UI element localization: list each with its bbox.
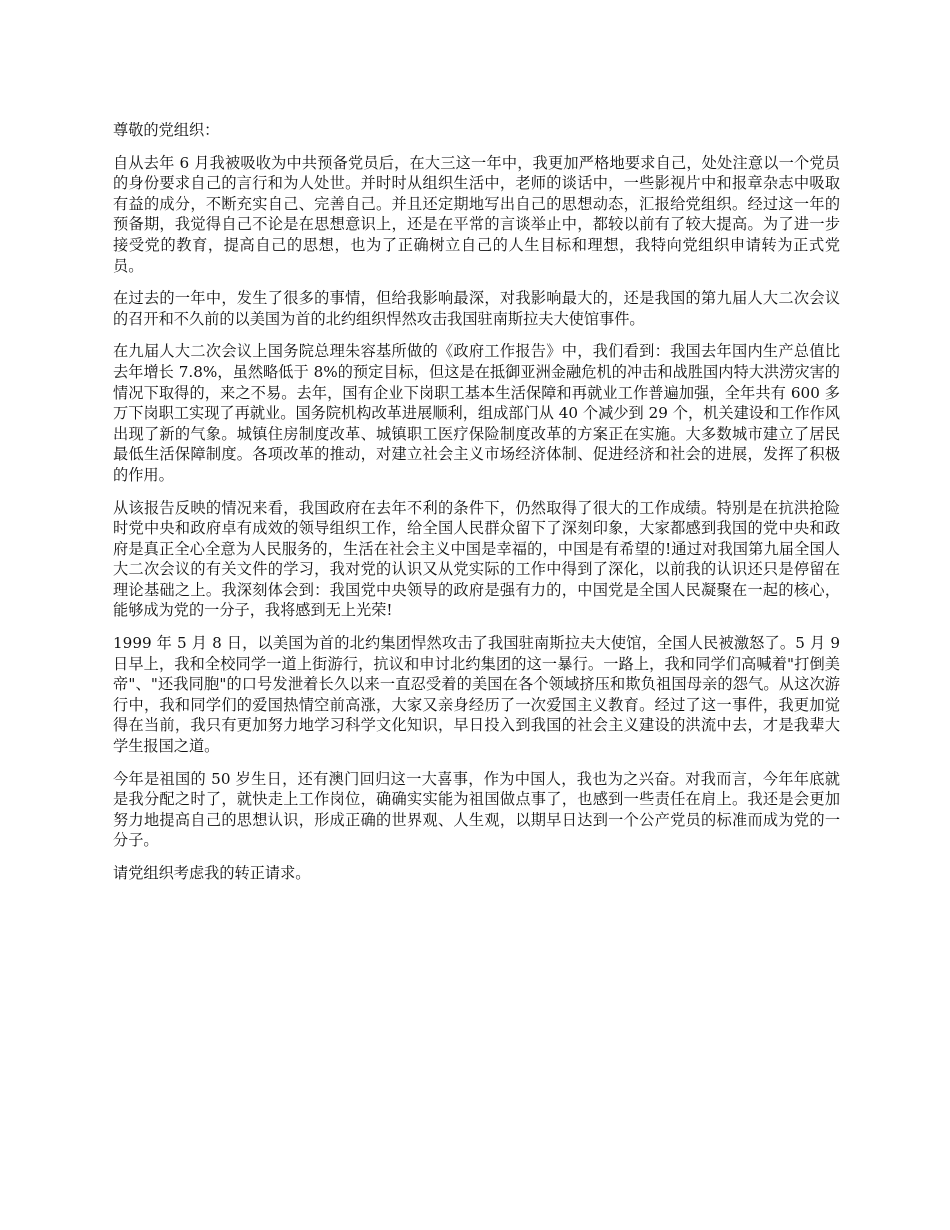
paragraph-embassy-incident: 1999 年 5 月 8 日，以美国为首的北约集团悍然攻击了我国驻南斯拉夫大使馆，全国人民被激怒了。5 月 9 日早上，我和全校同学一道上街游行，抗议和申讨北约集团的这一暴行。一路上，我和同学们高喊着"打倒美帝"、"还我同胞"的口号发泄着长久以来一直忍受着的美国在各个领域挤压和欺负祖国母亲的怨气。从这次游行中，我和同学们的爱国热情空前高涨，大家又亲身经历了一次爱国主义教育。经过了这一事件，我更加觉得在当前，我只有更加努力地学习科学文化知识，早日投入到我国的社会主义建设的洪流中去，才是我辈大学生报国之道。	[113, 634, 840, 756]
paragraph-personal-outlook: 今年是祖国的 50 岁生日，还有澳门回归这一大喜事，作为中国人，我也为之兴奋。对我而言，今年年底就是我分配之时了，就快走上工作岗位，确确实实能为祖国做点事了，也感到一些责任在肩上。我还是会更加努力地提高自己的思想认识，形成正确的世界观、人生观，以期早日达到一个公产党员的标准而成为党的一分子。	[113, 769, 840, 850]
paragraph-government-report: 在九届人大二次会议上国务院总理朱容基所做的《政府工作报告》中，我们看到：我国去年国内生产总值比去年增长 7.8%，虽然略低于 8%的预定目标，但这是在抵御亚洲金融危机的冲击和战胜国内特大洪涝灾害的情况下取得的，来之不易。去年，国有企业下岗职工基本生活保障和再就业工作普遍加强，全年共有 600 多万下岗职工实现了再就业。国务院机构改革进展顺利，组成部门从 40 个减少到 29 个，机关建设和工作作风出现了新的气象。城镇住房制度改革、城镇职工医疗保险制度改革的方案正在实施。大多数城市建立了居民最低生活保障制度。各项改革的推动，对建立社会主义市场经济体制、促进经济和社会的进展，发挥了积极的作用。	[113, 342, 840, 484]
letter-page	[113, 120, 840, 884]
closing-request: 请党组织考虑我的转正请求。	[113, 864, 311, 882]
paragraph-intro: 自从去年 6 月我被吸收为中共预备党员后，在大三这一年中，我更加严格地要求自己，处处注意以一个党员的身份要求自己的言行和为人处世。并时时从组织生活中，老师的谈话中，一些影视片中和报章杂志中吸取有益的成分，不断充实自己、完善自己。并且还定期地写出自己的思想动态，汇报给党组织。经过这一年的预备期，我觉得自己不论是在思想意识上，还是在平常的言谈举止中，都较以前有了较大提高。为了进一步接受党的教育，提高自己的思想，也为了正确树立自己的人生目标和理想，我特向党组织申请转为正式党员。	[113, 153, 840, 275]
paragraph-report-reflection: 从该报告反映的情况来看，我国政府在去年不利的条件下，仍然取得了很大的工作成绩。特别是在抗洪抢险时党中央和政府卓有成效的领导组织工作，给全国人民群众留下了深刻印象，大家都感到我国的党中央和政府是真正全心全意为人民服务的，生活在社会主义中国是幸福的，中国是有希望的!通过对我国第九届全国人大二次会议的有关文件的学习，我对党的认识又从党实际的工作中得到了深化，以前我的认识还只是停留在理论基础之上。我深刻体会到：我国党中央领导的政府是强有力的，中国党是全国人民凝聚在一起的核心，能够成为党的一分子，我将感到无上光荣!	[113, 498, 840, 620]
paragraph-events-overview: 在过去的一年中，发生了很多的事情，但给我影响最深，对我影响最大的，还是我国的第九届人大二次会议的召开和不久前的以美国为首的北约组织悍然攻击我国驻南斯拉夫大使馆事件。	[113, 289, 840, 328]
salutation: 尊敬的党组织：	[113, 121, 220, 139]
